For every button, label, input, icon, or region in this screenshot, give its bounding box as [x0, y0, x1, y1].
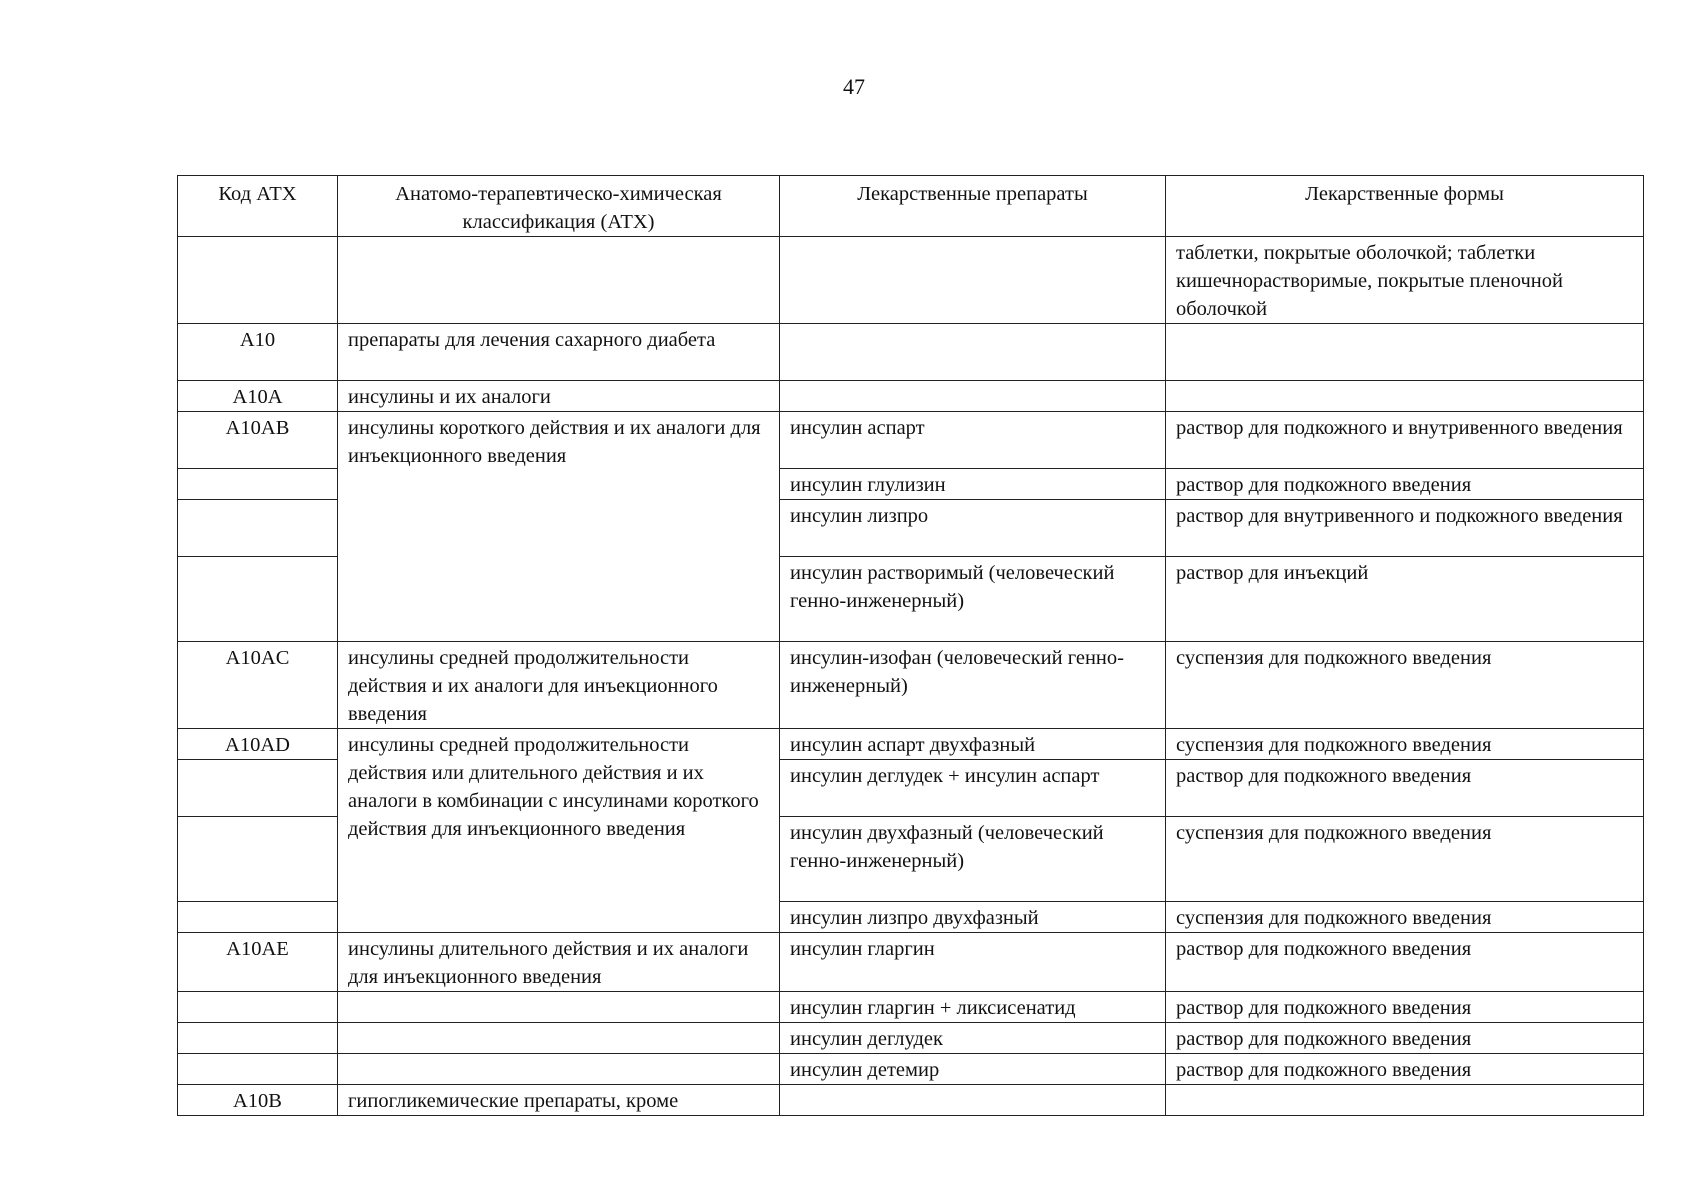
cell-form: суспензия для подкожного введения — [1166, 902, 1644, 933]
cell-form: раствор для подкожного введения — [1166, 992, 1644, 1023]
cell-code — [178, 992, 338, 1023]
cell-form: таблетки, покрытые оболочкой; таблетки кишечнорастворимые, покрытые пленочной оболочкой — [1166, 237, 1644, 324]
cell-code — [178, 1054, 338, 1085]
cell-form: суспензия для подкожного введения — [1166, 642, 1644, 729]
table-row — [178, 933, 1644, 992]
cell-drug — [780, 381, 1166, 412]
table-row — [178, 237, 1644, 324]
header-code: Код АТХ — [178, 176, 338, 237]
cell-form: раствор для внутривенного и подкожного введения — [1166, 500, 1644, 557]
header-forms: Лекарственные формы — [1166, 176, 1644, 237]
cell-drug: инсулин аспарт двухфазный — [780, 729, 1166, 760]
cell-drug: инсулин-изофан (человеческий генно-инженерный) — [780, 642, 1166, 729]
cell-classification — [338, 237, 780, 324]
cell-classification: инсулины и их аналоги — [338, 381, 780, 412]
cell-form: суспензия для подкожного введения — [1166, 729, 1644, 760]
table-row — [178, 729, 1644, 760]
cell-form — [1166, 381, 1644, 412]
cell-classification: препараты для лечения сахарного диабета — [338, 324, 780, 381]
table-row — [178, 412, 1644, 469]
cell-code: A10AB — [178, 412, 338, 469]
cell-code — [178, 500, 338, 557]
cell-form — [1166, 324, 1644, 381]
cell-code — [178, 902, 338, 933]
cell-code — [178, 469, 338, 500]
cell-drug: инсулин глулизин — [780, 469, 1166, 500]
cell-drug: инсулин лизпро — [780, 500, 1166, 557]
cell-classification: инсулины средней продолжительности действия или длительного действия и их аналоги в комбинации с инсулинами короткого действия для инъекционного введения — [338, 729, 780, 933]
table-row — [178, 1054, 1644, 1085]
cell-drug: инсулин лизпро двухфазный — [780, 902, 1166, 933]
cell-classification: инсулины короткого действия и их аналоги для инъекционного введения — [338, 412, 780, 642]
cell-code — [178, 557, 338, 642]
cell-code: A10B — [178, 1085, 338, 1116]
cell-drug: инсулин гларгин + ликсисенатид — [780, 992, 1166, 1023]
table-row — [178, 1023, 1644, 1054]
header-drugs: Лекарственные препараты — [780, 176, 1166, 237]
cell-code: A10A — [178, 381, 338, 412]
cell-form: раствор для подкожного введения — [1166, 1054, 1644, 1085]
page-number: 47 — [843, 74, 865, 99]
cell-form: раствор для подкожного и внутривенного введения — [1166, 412, 1644, 469]
cell-drug: инсулин аспарт — [780, 412, 1166, 469]
cell-form: раствор для подкожного введения — [1166, 933, 1644, 992]
table-header-row — [178, 176, 1644, 237]
cell-drug: инсулин растворимый (человеческий генно-инженерный) — [780, 557, 1166, 642]
cell-code: A10AC — [178, 642, 338, 729]
cell-drug — [780, 1085, 1166, 1116]
cell-form: раствор для подкожного введения — [1166, 760, 1644, 817]
table-row — [178, 324, 1644, 381]
cell-form: раствор для подкожного введения — [1166, 469, 1644, 500]
cell-drug — [780, 324, 1166, 381]
cell-classification: гипогликемические препараты, кроме — [338, 1085, 780, 1116]
cell-drug: инсулин деглудек + инсулин аспарт — [780, 760, 1166, 817]
cell-code: A10AE — [178, 933, 338, 992]
table-row — [178, 642, 1644, 729]
cell-classification: инсулины длительного действия и их аналоги для инъекционного введения — [338, 933, 780, 992]
cell-form: раствор для подкожного введения — [1166, 1023, 1644, 1054]
cell-code: A10 — [178, 324, 338, 381]
cell-form: суспензия для подкожного введения — [1166, 817, 1644, 902]
table-row — [178, 992, 1644, 1023]
table-row — [178, 1085, 1644, 1116]
cell-classification — [338, 1023, 780, 1054]
cell-code — [178, 817, 338, 902]
cell-classification — [338, 992, 780, 1023]
cell-classification: инсулины средней продолжительности действия и их аналоги для инъекционного введения — [338, 642, 780, 729]
table-row — [178, 381, 1644, 412]
cell-drug: инсулин деглудек — [780, 1023, 1166, 1054]
cell-classification — [338, 1054, 780, 1085]
cell-drug: инсулин детемир — [780, 1054, 1166, 1085]
cell-code — [178, 760, 338, 817]
cell-code: A10AD — [178, 729, 338, 760]
atx-table — [177, 175, 1644, 1116]
cell-drug: инсулин двухфазный (человеческий генно-инженерный) — [780, 817, 1166, 902]
header-classification: Анатомо-терапевтическо-химическая классификация (АТХ) — [338, 176, 780, 237]
cell-drug: инсулин гларгин — [780, 933, 1166, 992]
cell-form — [1166, 1085, 1644, 1116]
cell-code — [178, 1023, 338, 1054]
cell-drug — [780, 237, 1166, 324]
cell-form: раствор для инъекций — [1166, 557, 1644, 642]
cell-code — [178, 237, 338, 324]
